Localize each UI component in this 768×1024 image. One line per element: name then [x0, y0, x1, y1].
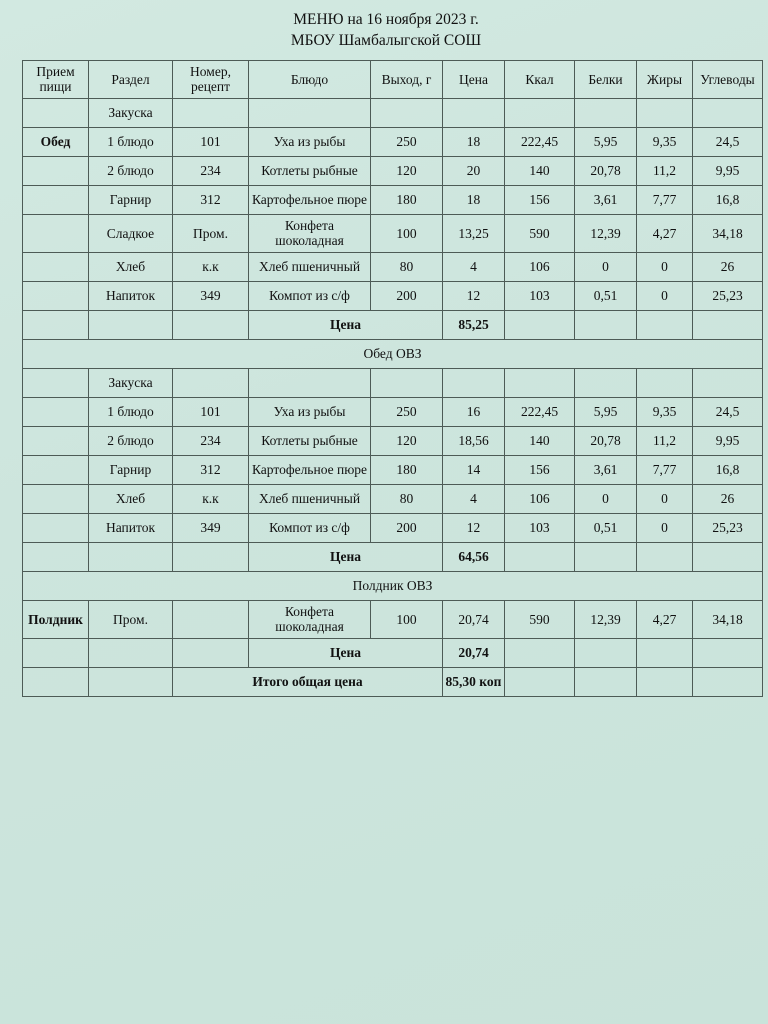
cell-carbs: 26	[693, 252, 763, 281]
cell-recipe-number: 101	[173, 397, 249, 426]
cell-dish: Хлеб пшеничный	[249, 252, 371, 281]
cell-output	[371, 368, 443, 397]
cell-proteins: 5,95	[575, 127, 637, 156]
cell-proteins: 5,95	[575, 397, 637, 426]
empty-cell	[89, 542, 173, 571]
cell-output: 250	[371, 127, 443, 156]
table-section-row	[23, 339, 763, 368]
cell-carbs	[693, 368, 763, 397]
cell-dish: Котлеты рыбные	[249, 426, 371, 455]
cell-proteins: 0,51	[575, 281, 637, 310]
cell-output: 120	[371, 156, 443, 185]
cell-meal	[23, 98, 89, 127]
empty-cell	[173, 542, 249, 571]
cell-price: 12	[443, 281, 505, 310]
cell-fats: 11,2	[637, 426, 693, 455]
price-value: 20,74	[443, 638, 505, 667]
cell-carbs: 24,5	[693, 127, 763, 156]
empty-cell	[637, 542, 693, 571]
table-row	[23, 127, 763, 156]
empty-cell	[23, 310, 89, 339]
cell-output: 200	[371, 281, 443, 310]
empty-cell	[505, 310, 575, 339]
cell-kcal: 222,45	[505, 127, 575, 156]
column-header-output: Выход, г	[371, 60, 443, 98]
table-row	[23, 600, 763, 638]
cell-kcal: 140	[505, 156, 575, 185]
cell-meal: Обед	[23, 127, 89, 156]
empty-cell	[637, 667, 693, 696]
cell-kcal: 106	[505, 252, 575, 281]
cell-section: Гарнир	[89, 185, 173, 214]
cell-recipe-number	[173, 600, 249, 638]
table-row	[23, 513, 763, 542]
column-header-recipe-number: Номер, рецепт	[173, 60, 249, 98]
cell-output: 180	[371, 185, 443, 214]
price-value: 85,25	[443, 310, 505, 339]
cell-carbs: 25,23	[693, 281, 763, 310]
column-header-fats: Жиры	[637, 60, 693, 98]
cell-recipe-number: 312	[173, 455, 249, 484]
empty-cell	[89, 667, 173, 696]
cell-fats: 0	[637, 281, 693, 310]
cell-kcal: 103	[505, 513, 575, 542]
table-row	[23, 185, 763, 214]
cell-kcal: 590	[505, 214, 575, 252]
cell-price: 18	[443, 185, 505, 214]
cell-fats: 0	[637, 252, 693, 281]
empty-cell	[693, 310, 763, 339]
empty-cell	[637, 310, 693, 339]
cell-fats: 0	[637, 484, 693, 513]
cell-recipe-number	[173, 368, 249, 397]
cell-carbs: 24,5	[693, 397, 763, 426]
cell-price: 20,74	[443, 600, 505, 638]
total-value: 85,30 коп	[443, 667, 505, 696]
cell-carbs: 34,18	[693, 214, 763, 252]
cell-meal	[23, 156, 89, 185]
cell-meal	[23, 484, 89, 513]
cell-price: 16	[443, 397, 505, 426]
cell-price: 20	[443, 156, 505, 185]
column-header-kcal: Ккал	[505, 60, 575, 98]
cell-dish: Компот из с/ф	[249, 281, 371, 310]
cell-kcal: 590	[505, 600, 575, 638]
empty-cell	[173, 310, 249, 339]
cell-proteins: 0	[575, 484, 637, 513]
cell-dish: Хлеб пшеничный	[249, 484, 371, 513]
cell-proteins: 12,39	[575, 214, 637, 252]
cell-meal	[23, 252, 89, 281]
cell-recipe-number: к.к	[173, 484, 249, 513]
section-label: Обед ОВЗ	[23, 339, 763, 368]
cell-fats: 4,27	[637, 214, 693, 252]
cell-proteins: 0,51	[575, 513, 637, 542]
cell-meal	[23, 397, 89, 426]
cell-meal	[23, 368, 89, 397]
cell-fats: 11,2	[637, 156, 693, 185]
cell-meal	[23, 426, 89, 455]
cell-fats: 4,27	[637, 600, 693, 638]
cell-proteins	[575, 368, 637, 397]
cell-proteins: 12,39	[575, 600, 637, 638]
empty-cell	[575, 310, 637, 339]
cell-dish: Уха из рыбы	[249, 127, 371, 156]
column-header-proteins: Белки	[575, 60, 637, 98]
cell-kcal: 156	[505, 185, 575, 214]
cell-proteins: 20,78	[575, 156, 637, 185]
empty-cell	[693, 542, 763, 571]
cell-meal	[23, 281, 89, 310]
cell-carbs: 16,8	[693, 185, 763, 214]
total-label: Итого общая цена	[173, 667, 443, 696]
section-label: Полдник ОВЗ	[23, 571, 763, 600]
table-row	[23, 156, 763, 185]
cell-recipe-number: 349	[173, 281, 249, 310]
cell-recipe-number: Пром.	[173, 214, 249, 252]
cell-section: 2 блюдо	[89, 156, 173, 185]
cell-price: 13,25	[443, 214, 505, 252]
cell-fats: 9,35	[637, 397, 693, 426]
table-header	[23, 60, 763, 98]
price-value: 64,56	[443, 542, 505, 571]
cell-kcal: 103	[505, 281, 575, 310]
table-row	[23, 426, 763, 455]
price-row	[23, 542, 763, 571]
cell-output: 120	[371, 426, 443, 455]
empty-cell	[575, 542, 637, 571]
column-header-dish: Блюдо	[249, 60, 371, 98]
cell-kcal: 156	[505, 455, 575, 484]
cell-kcal: 140	[505, 426, 575, 455]
table-row	[23, 98, 763, 127]
cell-carbs: 34,18	[693, 600, 763, 638]
cell-price: 4	[443, 484, 505, 513]
table-row	[23, 281, 763, 310]
total-row	[23, 667, 763, 696]
cell-kcal: 106	[505, 484, 575, 513]
table-row	[23, 368, 763, 397]
price-row	[23, 310, 763, 339]
cell-proteins: 3,61	[575, 185, 637, 214]
cell-dish: Конфета шоколадная	[249, 600, 371, 638]
cell-fats: 9,35	[637, 127, 693, 156]
cell-kcal: 222,45	[505, 397, 575, 426]
table-row	[23, 484, 763, 513]
cell-recipe-number: 312	[173, 185, 249, 214]
cell-carbs	[693, 98, 763, 127]
empty-cell	[693, 638, 763, 667]
cell-price	[443, 98, 505, 127]
cell-proteins: 0	[575, 252, 637, 281]
cell-section: Пром.	[89, 600, 173, 638]
column-header-carbs: Углеводы	[693, 60, 763, 98]
table-section-row	[23, 571, 763, 600]
cell-section: Закуска	[89, 368, 173, 397]
cell-carbs: 26	[693, 484, 763, 513]
cell-output: 100	[371, 600, 443, 638]
empty-cell	[693, 667, 763, 696]
price-label: Цена	[249, 310, 443, 339]
cell-dish: Картофельное пюре	[249, 455, 371, 484]
cell-section: Гарнир	[89, 455, 173, 484]
cell-fats: 7,77	[637, 185, 693, 214]
cell-dish: Уха из рыбы	[249, 397, 371, 426]
cell-section: 1 блюдо	[89, 127, 173, 156]
cell-output: 100	[371, 214, 443, 252]
cell-recipe-number	[173, 98, 249, 127]
cell-kcal	[505, 368, 575, 397]
cell-section: Сладкое	[89, 214, 173, 252]
empty-cell	[505, 638, 575, 667]
column-header-price: Цена	[443, 60, 505, 98]
cell-meal: Полдник	[23, 600, 89, 638]
cell-proteins: 20,78	[575, 426, 637, 455]
cell-recipe-number: 101	[173, 127, 249, 156]
cell-price: 14	[443, 455, 505, 484]
cell-section: 1 блюдо	[89, 397, 173, 426]
cell-carbs: 16,8	[693, 455, 763, 484]
cell-price: 18,56	[443, 426, 505, 455]
empty-cell	[575, 667, 637, 696]
cell-recipe-number: к.к	[173, 252, 249, 281]
empty-cell	[173, 638, 249, 667]
cell-recipe-number: 349	[173, 513, 249, 542]
cell-section: Напиток	[89, 281, 173, 310]
cell-kcal	[505, 98, 575, 127]
cell-dish	[249, 98, 371, 127]
empty-cell	[23, 638, 89, 667]
cell-output	[371, 98, 443, 127]
cell-proteins: 3,61	[575, 455, 637, 484]
price-label: Цена	[249, 638, 443, 667]
header-row	[23, 60, 763, 98]
cell-output: 80	[371, 484, 443, 513]
cell-dish	[249, 368, 371, 397]
cell-section: Хлеб	[89, 484, 173, 513]
cell-price: 12	[443, 513, 505, 542]
cell-section: 2 блюдо	[89, 426, 173, 455]
price-row	[23, 638, 763, 667]
cell-meal	[23, 513, 89, 542]
table-row	[23, 455, 763, 484]
title-line-2: МБОУ Шамбалыгской СОШ	[290, 31, 482, 49]
cell-carbs: 9,95	[693, 156, 763, 185]
empty-cell	[575, 638, 637, 667]
cell-carbs: 25,23	[693, 513, 763, 542]
table-body	[23, 98, 763, 696]
empty-cell	[23, 667, 89, 696]
cell-section: Закуска	[89, 98, 173, 127]
table-row	[23, 214, 763, 252]
cell-fats	[637, 368, 693, 397]
cell-fats: 0	[637, 513, 693, 542]
column-header-meal: Прием пищи	[23, 60, 89, 98]
title-line-1: МЕНЮ на 16 ноября 2023 г.	[293, 11, 479, 28]
cell-meal	[23, 455, 89, 484]
empty-cell	[89, 638, 173, 667]
table-row	[23, 252, 763, 281]
empty-cell	[505, 667, 575, 696]
empty-cell	[23, 542, 89, 571]
cell-recipe-number: 234	[173, 156, 249, 185]
document-title	[22, 10, 750, 52]
cell-price: 4	[443, 252, 505, 281]
cell-dish: Котлеты рыбные	[249, 156, 371, 185]
cell-price: 18	[443, 127, 505, 156]
cell-fats: 7,77	[637, 455, 693, 484]
table-row	[23, 397, 763, 426]
cell-output: 180	[371, 455, 443, 484]
cell-dish: Компот из с/ф	[249, 513, 371, 542]
price-label: Цена	[249, 542, 443, 571]
menu-table	[22, 60, 763, 697]
cell-dish: Конфета шоколадная	[249, 214, 371, 252]
cell-proteins	[575, 98, 637, 127]
empty-cell	[637, 638, 693, 667]
cell-dish: Картофельное пюре	[249, 185, 371, 214]
cell-meal	[23, 214, 89, 252]
empty-cell	[505, 542, 575, 571]
cell-fats	[637, 98, 693, 127]
cell-recipe-number: 234	[173, 426, 249, 455]
cell-output: 80	[371, 252, 443, 281]
cell-meal	[23, 185, 89, 214]
cell-section: Напиток	[89, 513, 173, 542]
column-header-section: Раздел	[89, 60, 173, 98]
empty-cell	[89, 310, 173, 339]
cell-output: 200	[371, 513, 443, 542]
cell-section: Хлеб	[89, 252, 173, 281]
cell-output: 250	[371, 397, 443, 426]
cell-price	[443, 368, 505, 397]
cell-carbs: 9,95	[693, 426, 763, 455]
